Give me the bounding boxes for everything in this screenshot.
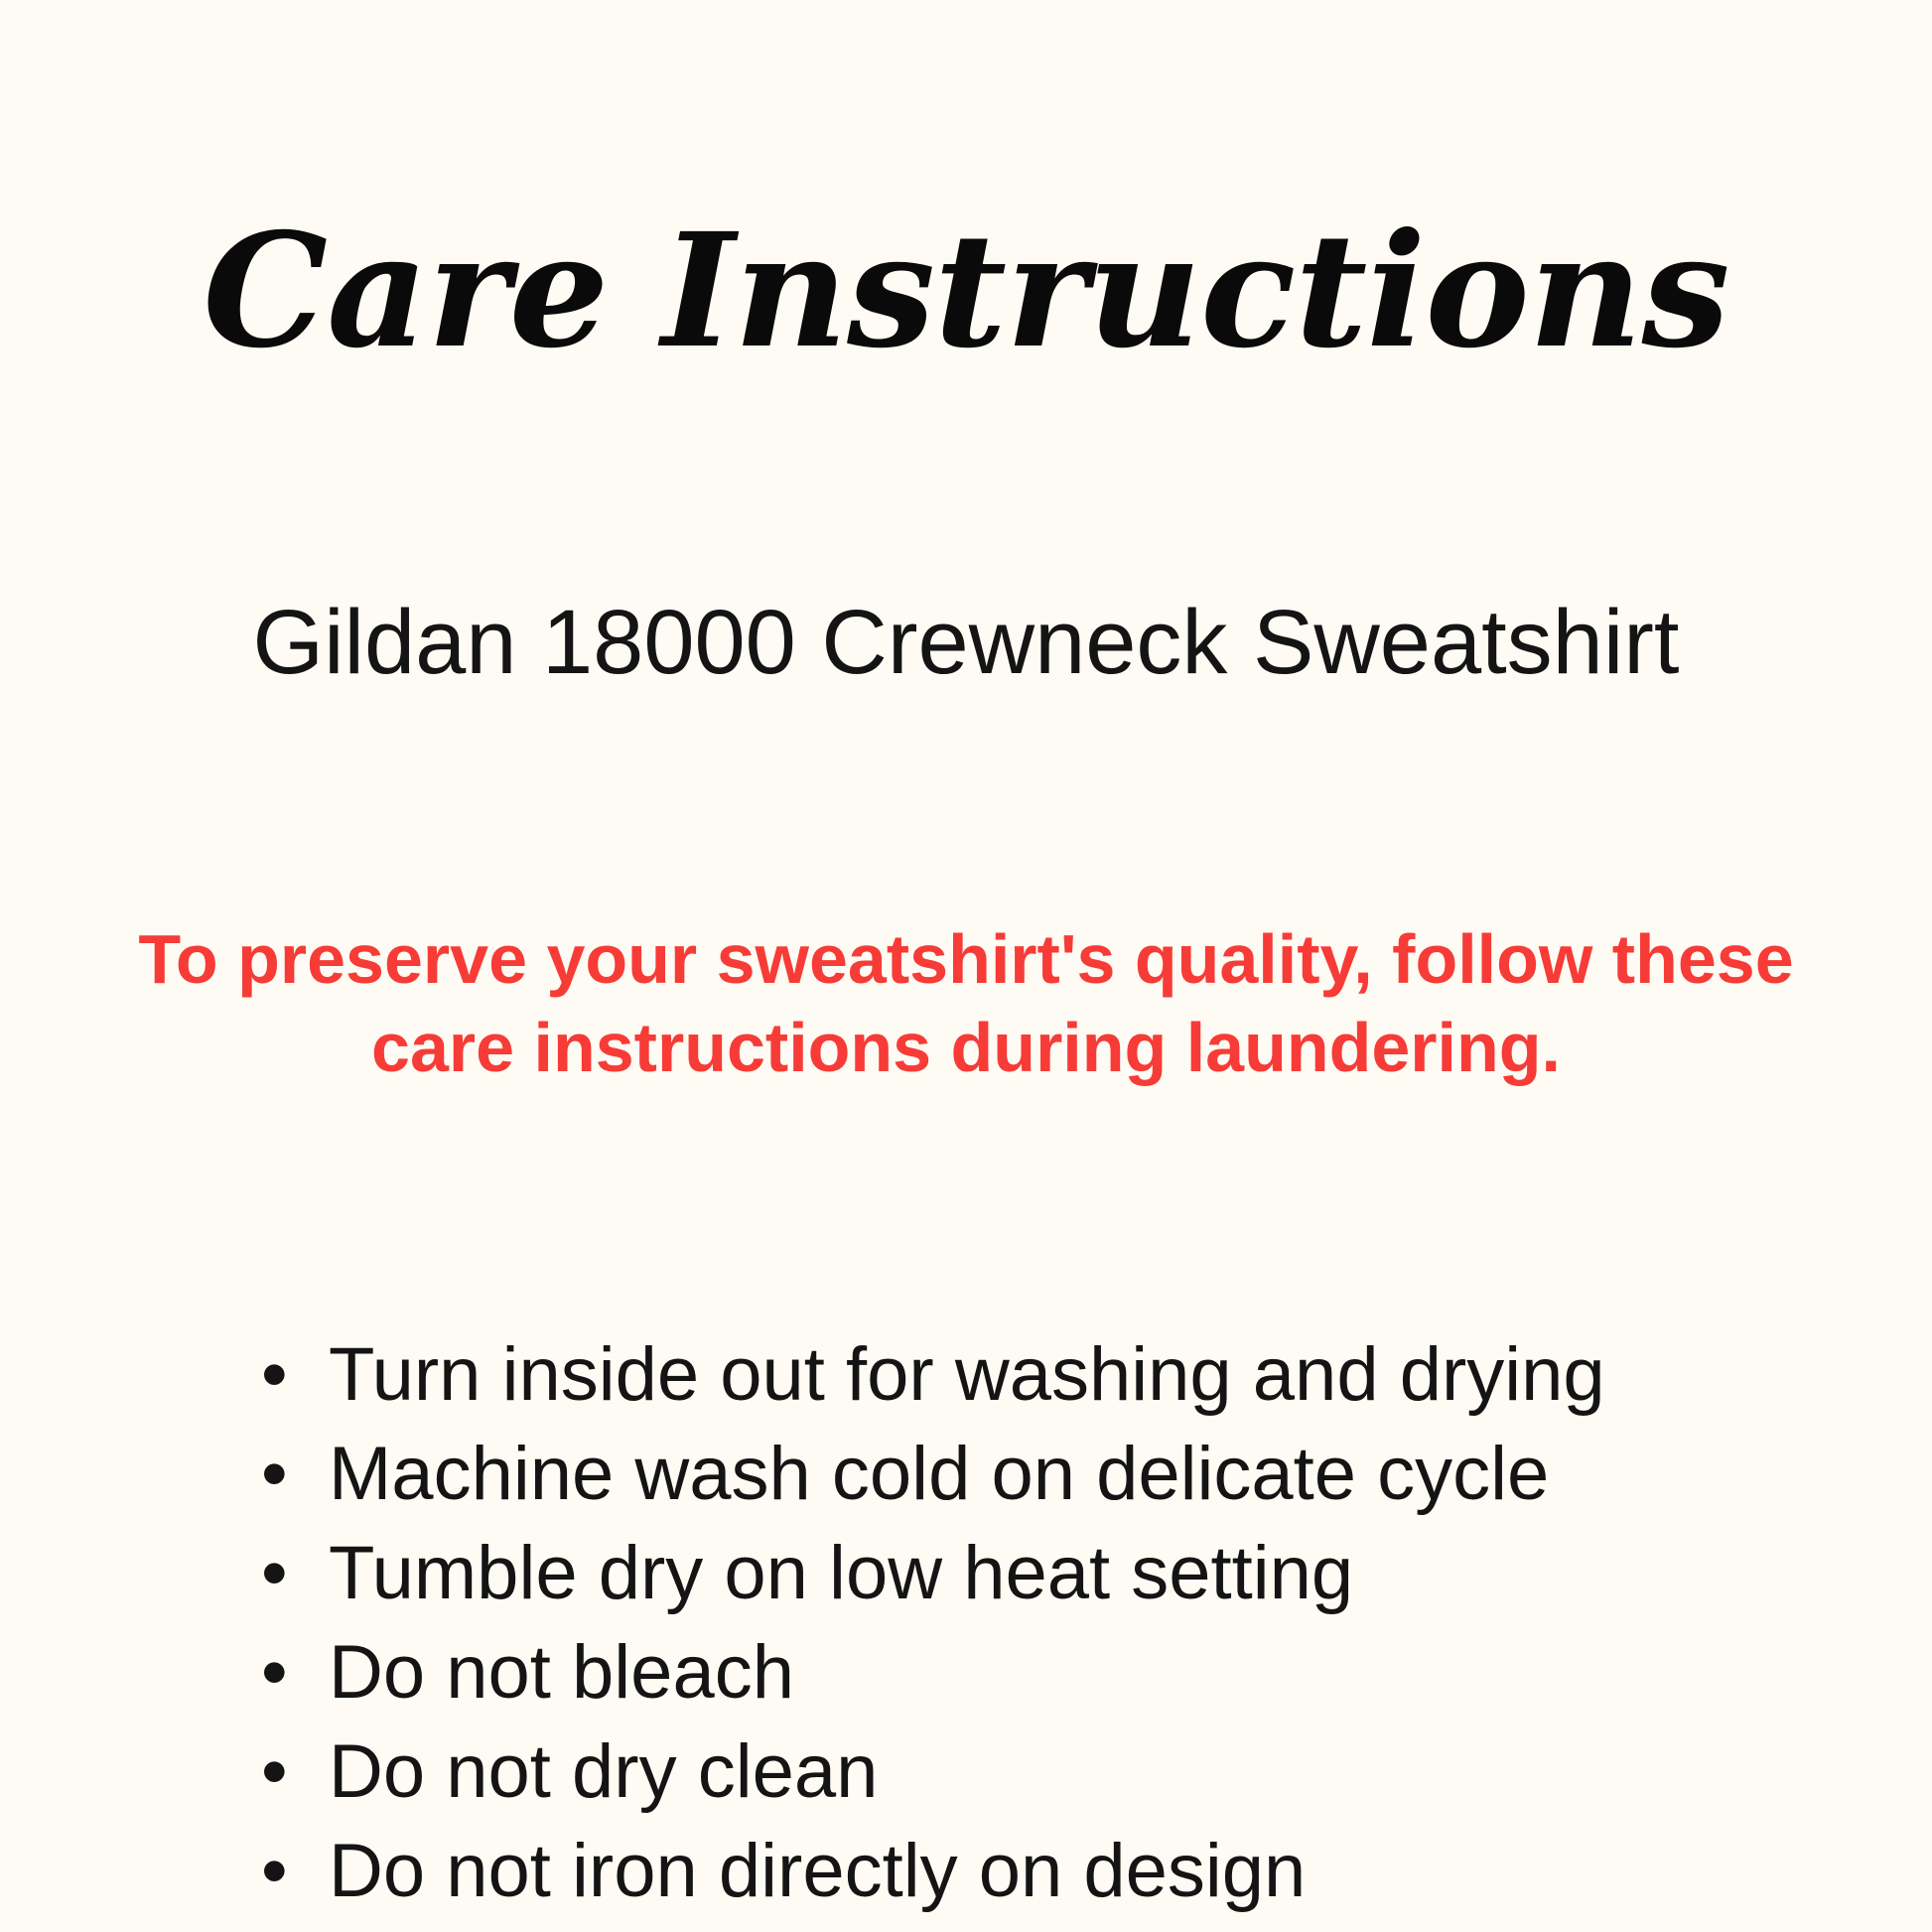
list-item-label: Tumble dry on low heat setting: [329, 1530, 1354, 1615]
care-instructions-list: [261, 1331, 1671, 1913]
care-list-container: [0, 1331, 1932, 1913]
bullet-icon: •: [261, 1431, 288, 1516]
list-item-label: Do not bleach: [329, 1629, 794, 1715]
list-item: [261, 1728, 1671, 1814]
list-item: [261, 1530, 1671, 1615]
care-notice: To preserve your sweatshirt's quality, follow these care instructions during laundering.: [138, 920, 1794, 1086]
product-subtitle: Gildan 18000 Crewneck Sweatshirt: [252, 591, 1680, 693]
list-item: [261, 1629, 1671, 1715]
page-title: Care Instructions: [203, 200, 1729, 383]
list-item-label: Do not dry clean: [329, 1728, 879, 1814]
list-item: [261, 1828, 1671, 1913]
list-item: [261, 1431, 1671, 1516]
bullet-icon: •: [261, 1331, 288, 1417]
list-item-label: Machine wash cold on delicate cycle: [329, 1431, 1550, 1516]
list-item: [261, 1331, 1671, 1417]
bullet-icon: •: [261, 1728, 288, 1814]
bullet-icon: •: [261, 1629, 288, 1715]
list-item-label: Do not iron directly on design: [329, 1828, 1307, 1913]
bullet-icon: •: [261, 1828, 288, 1913]
bullet-icon: •: [261, 1530, 288, 1615]
list-item-label: Turn inside out for washing and drying: [329, 1331, 1605, 1417]
